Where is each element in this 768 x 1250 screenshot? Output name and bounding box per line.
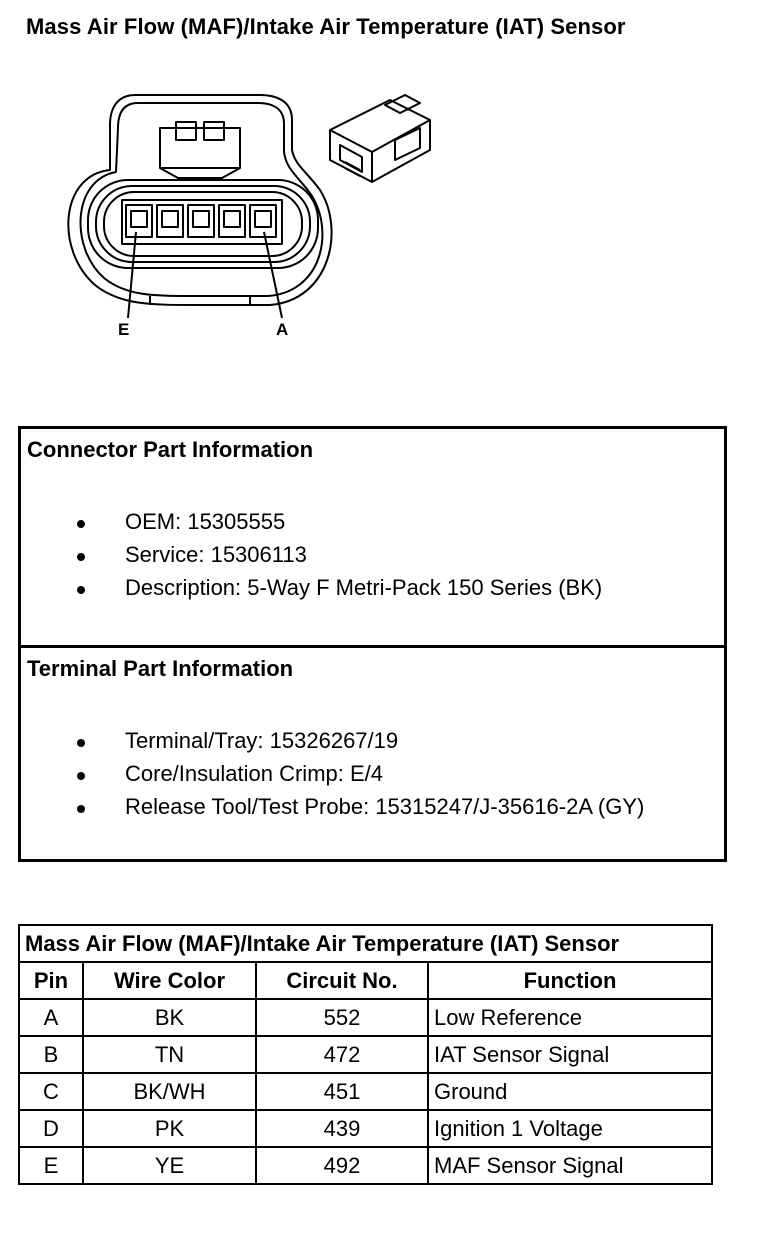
pin-cell: A <box>19 999 83 1036</box>
column-header-function: Function <box>428 962 712 999</box>
wire-color-cell: YE <box>83 1147 256 1184</box>
pinout-table <box>18 924 713 1185</box>
connector-perspective-view <box>330 95 430 182</box>
pin-cell: D <box>19 1110 83 1147</box>
pin-label-e: E <box>118 320 130 339</box>
pin-label-a: A <box>276 320 289 339</box>
circuit-cell: 451 <box>256 1073 428 1110</box>
column-header-circuit: Circuit No. <box>256 962 428 999</box>
pin-cavity-e <box>126 205 152 237</box>
table-row <box>19 1110 712 1147</box>
wire-color-cell: PK <box>83 1110 256 1147</box>
connector-diagram <box>0 0 768 360</box>
part-info-box <box>18 426 727 862</box>
table-row <box>19 1073 712 1110</box>
table-row <box>19 999 712 1036</box>
pin-cell: B <box>19 1036 83 1073</box>
wire-color-cell: BK/WH <box>83 1073 256 1110</box>
function-cell: MAF Sensor Signal <box>428 1147 712 1184</box>
bullet-icon <box>77 553 85 561</box>
table-header-row <box>19 962 712 999</box>
connector-part-info: Connector Part Information OEM: 15305555 Service: 15306113 Description: 5-Way F Metri-Pack 150 Series (BK) <box>21 429 724 648</box>
pin-cell: E <box>19 1147 83 1184</box>
table-title-row <box>19 925 712 962</box>
bullet-icon <box>77 586 85 594</box>
function-cell: Ignition 1 Voltage <box>428 1110 712 1147</box>
bullet-icon <box>77 772 85 780</box>
connector-info-heading: Connector Part Information <box>27 437 314 462</box>
page-title: Mass Air Flow (MAF)/Intake Air Temperature (IAT) Sensor <box>26 14 626 39</box>
wire-color-cell: TN <box>83 1036 256 1073</box>
circuit-cell: 492 <box>256 1147 428 1184</box>
circuit-cell: 439 <box>256 1110 428 1147</box>
function-cell: IAT Sensor Signal <box>428 1036 712 1073</box>
table-row <box>19 1036 712 1073</box>
latch <box>160 128 240 168</box>
pin-cavity-a <box>250 205 276 237</box>
pin-cavity-c <box>188 205 214 237</box>
pin-cell: C <box>19 1073 83 1110</box>
function-cell: Low Reference <box>428 999 712 1036</box>
pin-cavity-b <box>219 205 245 237</box>
terminal-part-info: Terminal Part Information Terminal/Tray: 15326267/19 Core/Insulation Crimp: E/4 Release Tool/Test Probe: 15315247/J-35616-2A (GY) <box>27 656 645 819</box>
function-cell: Ground <box>428 1073 712 1110</box>
terminal-info-heading: Terminal Part Information <box>27 656 294 681</box>
column-header-wire-color: Wire Color <box>83 962 256 999</box>
bullet-icon <box>77 805 85 813</box>
table-row <box>19 1147 712 1184</box>
table-title: Mass Air Flow (MAF)/Intake Air Temperature (IAT) Sensor <box>19 925 712 962</box>
wire-color-cell: BK <box>83 999 256 1036</box>
circuit-cell: 552 <box>256 999 428 1036</box>
bullet-icon <box>77 520 85 528</box>
circuit-cell: 472 <box>256 1036 428 1073</box>
column-header-pin: Pin <box>19 962 83 999</box>
pin-cavity-d <box>157 205 183 237</box>
bullet-icon <box>77 739 85 747</box>
